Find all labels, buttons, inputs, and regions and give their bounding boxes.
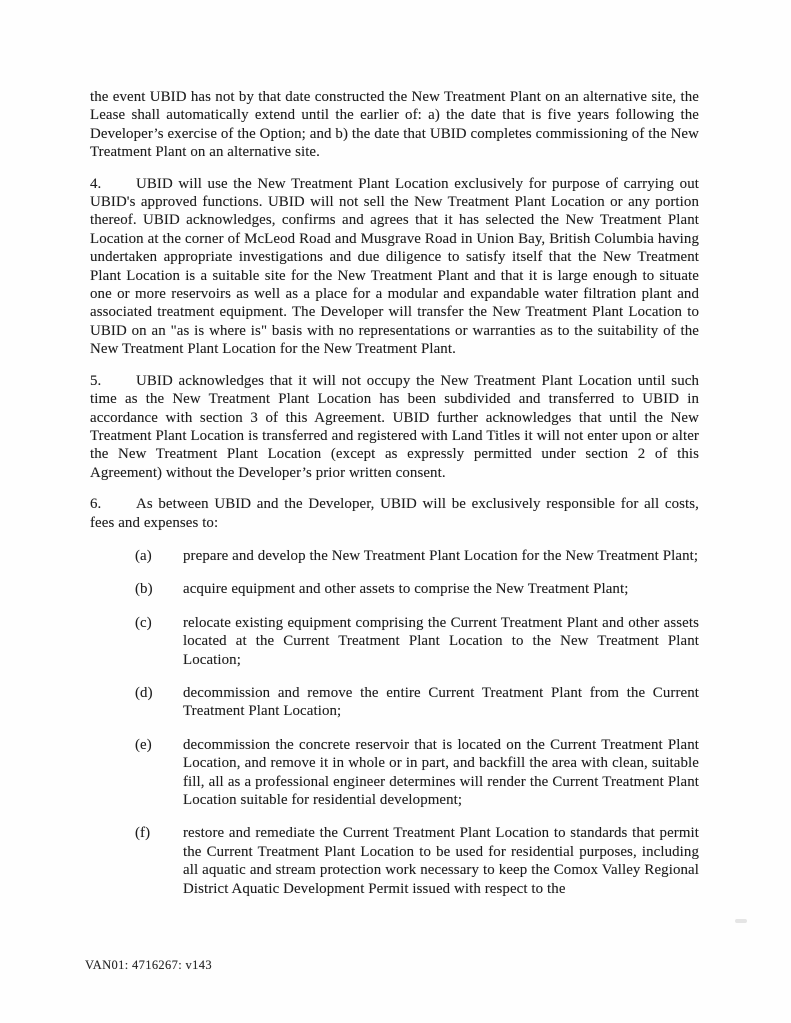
paragraph-text: UBID acknowledges that it will not occupy the New Treatment Plant Location until such time as the New Treatment Plant Location has been subdivided and transferred to UBID in accordance with section 3 of this Agreement. UBID further acknowledges that until the New Treatment Plant Location is transferred and registered with Land Titles it will not enter upon or alter the New Treatment Plant Location (except as expressly permitted under section 2 of this Agreement) without the Developer’s prior written consent.: [90, 372, 699, 481]
list-item-text: acquire equipment and other assets to comprise the New Treatment Plant;: [183, 581, 629, 598]
document-body: [90, 88, 699, 898]
list-item-e: [135, 736, 699, 810]
paragraph-5: [90, 372, 699, 482]
paragraph-4: [90, 175, 699, 359]
list-item-b: [135, 580, 699, 598]
scan-artifact: [735, 919, 747, 923]
paragraph-number: 5.: [90, 372, 102, 389]
list-item-c: [135, 614, 699, 669]
document-id-footer: VAN01: 4716267: v143: [85, 958, 212, 972]
list-item-label: (a): [135, 547, 152, 564]
list-item-text: prepare and develop the New Treatment Plant Location for the New Treatment Plant;: [183, 547, 699, 564]
list-item-label: (c): [135, 614, 152, 631]
paragraph-continuation: the event UBID has not by that date constructed the New Treatment Plant on an alternative site, the Lease shall automatically extend until the earlier of: a) the date that is five years following the Developer’s exercise of the Option; and b) the date that UBID completes commissioning of the New Treatment Plant on an alternative site.: [90, 89, 699, 161]
list-item-d: [135, 684, 699, 721]
list-item-text: restore and remediate the Current Treatment Plant Location to standards that permit the Current Treatment Plant Location to be used for residential purposes, including all aquatic and stream protection work necessary to keep the Comox Valley Regional District Aquatic Development Permit issued with respect to the: [183, 825, 699, 897]
list-item-label: (f): [135, 825, 151, 842]
paragraph-number: 6.: [90, 496, 102, 513]
list-item-text: relocate existing equipment comprising the Current Treatment Plant and other assets located at the Current Treatment Plant Location to the New Treatment Plant Location;: [183, 614, 699, 668]
paragraph-text: UBID will use the New Treatment Plant Location exclusively for purpose of carrying out UBID's approved functions. UBID will not sell the New Treatment Plant Location or any portion thereof. UBID acknowledges, confirms and agrees that it has selected the New Treatment Plant Location at the corner of McLeod Road and Musgrave Road in Union Bay, British Columbia having undertaken appropriate investigations and due diligence to satisfy itself that the New Treatment Plant Location is a suitable site for the New Treatment Plant and that it is large enough to situate one or more reservoirs as well as a place for a modular and expandable water filtration plant and associated treatment equipment. The Developer will transfer the New Treatment Plant Location to UBID on an "as is where is" basis with no representations or warranties as to the suitability of the New Treatment Plant Location for the New Treatment Plant.: [90, 175, 699, 358]
list-item-text: decommission and remove the entire Current Treatment Plant from the Current Treatment Plant Location;: [183, 684, 699, 720]
list-item-a: [135, 547, 699, 565]
list-item-f: [135, 824, 699, 898]
list-item-text: decommission the concrete reservoir that is located on the Current Treatment Plant Location, and remove it in whole or in part, and backfill the area with clean, suitable fill, all as a professional engineer determines will render the Current Treatment Plant Location suitable for residential development;: [183, 736, 699, 808]
list-item-label: (e): [135, 736, 152, 753]
paragraph-6: [90, 495, 699, 532]
list-item-label: (b): [135, 581, 153, 598]
paragraph-text: As between UBID and the Developer, UBID will be exclusively responsible for all costs, fees and expenses to:: [90, 496, 699, 531]
paragraph-number: 4.: [90, 175, 102, 192]
list-item-label: (d): [135, 684, 153, 701]
